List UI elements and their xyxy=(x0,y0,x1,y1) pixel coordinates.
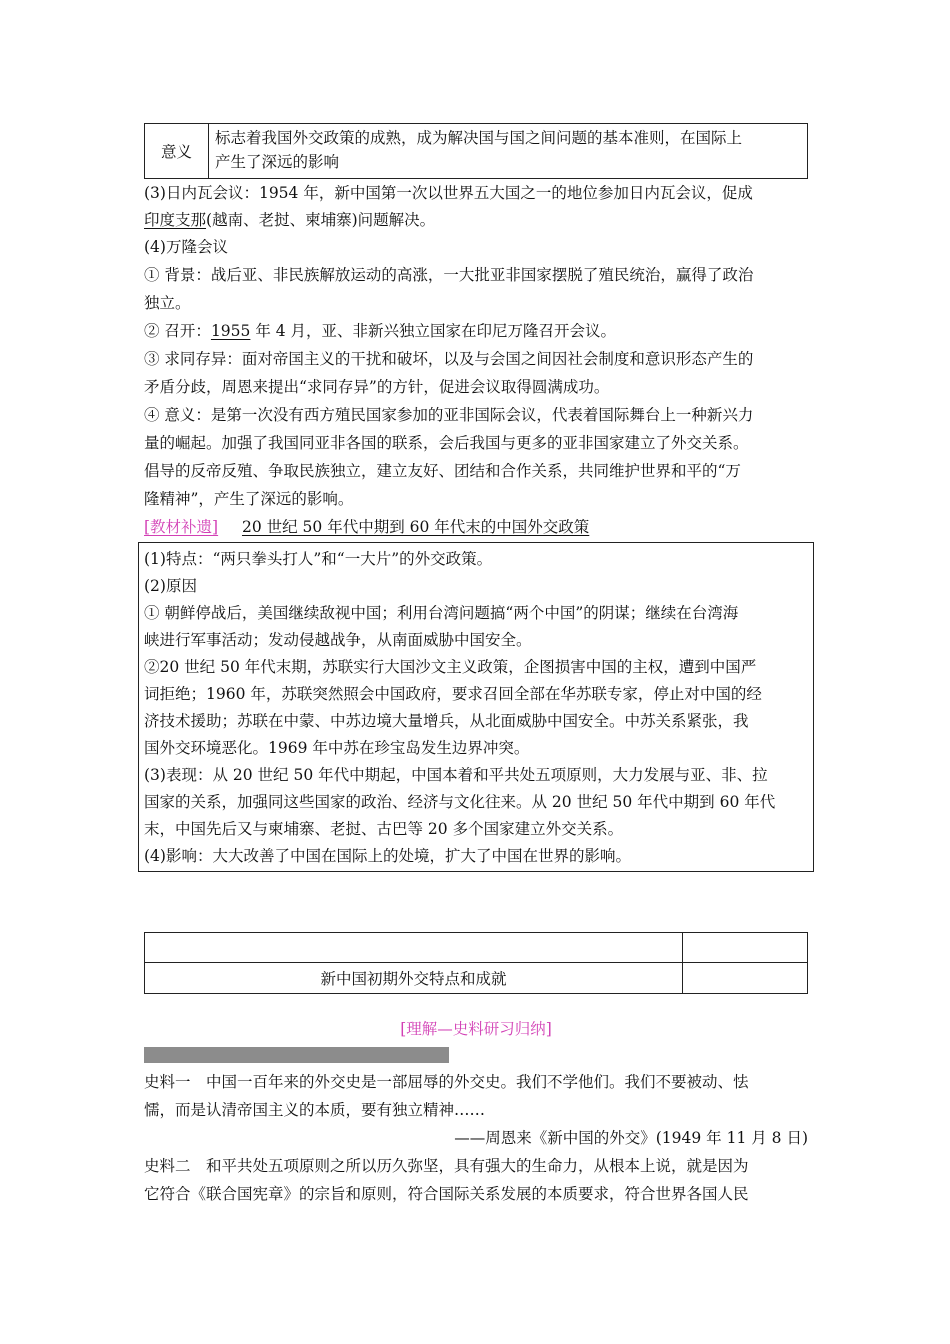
meaning-content-cell xyxy=(215,126,805,174)
meaning-line-2: 产生了深远的影响 xyxy=(215,153,340,171)
topic-col-divider xyxy=(682,933,683,993)
supplement-line: 末，中国先后又与柬埔寨、老挝、古巴等 20 多个国家建立外交关系。 xyxy=(144,820,624,838)
bandung-background-line-2: 独立。 xyxy=(144,294,191,312)
supplement-heading xyxy=(144,517,810,537)
bandung-seek-line-1: ③ 求同存异：面对帝国主义的干扰和破坏，以及与会国之间因社会制度和意识形态产生的 xyxy=(144,350,754,368)
convene-rest: 年 4 月，亚、非新兴独立国家在印尼万隆召开会议。 xyxy=(250,322,617,340)
supplement-line: (2)原因 xyxy=(144,577,197,595)
bandung-significance-line-4: 隆精神”，产生了深远的影响。 xyxy=(144,490,354,508)
indochina-underlined: 印度支那 xyxy=(144,211,207,229)
bandung-significance-line-1: ④ 意义：是第一次没有西方殖民国家参加的亚非国际会议，代表着国际舞台上一种新兴力 xyxy=(144,406,754,424)
gray-section-bar xyxy=(144,1047,449,1063)
geneva-line-2 xyxy=(144,210,810,230)
material-2-line-2: 它符合《联合国宪章》的宗旨和原则，符合国际关系发展的本质要求，符合世界各国人民 xyxy=(144,1185,749,1203)
topic-table xyxy=(144,932,808,994)
supplement-title: 20 世纪 50 年代中期到 60 年代末的中国外交政策 xyxy=(241,518,590,536)
material-1-line-1: 史料一 中国一百年来的外交史是一部屈辱的外交史。我们不学他们。我们不要被动、怯 xyxy=(144,1073,749,1091)
supplement-line: 词拒绝；1960 年，苏联突然照会中国政府，要求召回全部在华苏联专家，停止对中国的经 xyxy=(144,685,762,703)
supplement-line: 国外交环境恶化。1969 年中苏在珍宝岛发生边界冲突。 xyxy=(144,739,530,757)
topic-title: 新中国初期外交特点和成就 xyxy=(320,970,507,988)
supplement-line: 国家的关系，加强同这些国家的政治、经济与文化往来。从 20 世纪 50 年代中期到 60 年代 xyxy=(144,793,776,811)
supplement-line: ②20 世纪 50 年代末期，苏联实行大国沙文主义政策，企图损害中国的主权，遭到中国严 xyxy=(144,658,757,676)
material-1-source: ——周恩来《新中国的外交》(1949 年 11 月 8 日) xyxy=(454,1129,808,1147)
supplement-line: 峡进行军事活动；发动侵越战争，从南面威胁中国安全。 xyxy=(144,631,532,649)
supplement-box xyxy=(138,542,814,872)
meaning-table xyxy=(144,123,808,179)
supplement-line: ① 朝鲜停战后，美国继续敌视中国；利用台湾问题搞“两个中国”的阴谋；继续在台湾海 xyxy=(144,604,739,622)
geneva-line-1: (3)日内瓦会议：1954 年，新中国第一次以世界五大国之一的地位参加日内瓦会议，促成 xyxy=(144,184,753,202)
bandung-background-line-1: ① 背景：战后亚、非民族解放运动的高涨，一大批亚非国家摆脱了殖民统治，赢得了政治 xyxy=(144,266,754,284)
bandung-significance-line-3: 倡导的反帝反殖、争取民族独立，建立友好、团结和合作关系，共同维护世界和平的“万 xyxy=(144,462,741,480)
material-1-line-2: 懦，而是认清帝国主义的本质，要有独立精神…… xyxy=(144,1101,486,1119)
convene-year: 1955 xyxy=(210,322,251,340)
geneva-line-2-rest: (越南、老挝、柬埔寨)问题解决。 xyxy=(206,211,436,229)
bandung-heading: (4)万隆会议 xyxy=(144,238,228,256)
bandung-significance-line-2: 量的崛起。加强了我国同亚非各国的联系，会后我国与更多的亚非国家建立了外交关系。 xyxy=(144,434,749,452)
meaning-line-1: 标志着我国外交政策的成熟，成为解决国与国之间问题的基本准则，在国际上 xyxy=(215,129,743,147)
supplement-line: (4)影响：大大改善了中国在国际上的处境，扩大了中国在世界的影响。 xyxy=(144,847,631,865)
supplement-content xyxy=(144,546,809,870)
convene-prefix: ② 召开： xyxy=(144,322,211,340)
bandung-seek-line-2: 矛盾分歧，周恩来提出“求同存异”的方针，促进会议取得圆满成功。 xyxy=(144,378,610,396)
material-2-line-1: 史料二 和平共处五项原则之所以历久弥坚，具有强大的生命力，从根本上说，就是因为 xyxy=(144,1157,749,1175)
supplement-tag: [教材补遗] xyxy=(144,518,219,536)
supplement-line: 济技术援助；苏联在中蒙、中苏边境大量增兵，从北面威胁中国安全。中苏关系紧张，我 xyxy=(144,712,749,730)
study-heading: [理解—史料研习归纳] xyxy=(400,1020,552,1038)
supplement-line: (3)表现：从 20 世纪 50 年代中期起，中国本着和平共处五项原则，大力发展与亚、非、拉 xyxy=(144,766,768,784)
meaning-label-cell xyxy=(145,124,209,178)
supplement-line: (1)特点：“两只拳头打人”和“一大片”的外交政策。 xyxy=(144,550,493,568)
bandung-convene xyxy=(144,321,810,341)
topic-title-cell xyxy=(145,963,682,993)
meaning-label: 意义 xyxy=(160,143,192,161)
